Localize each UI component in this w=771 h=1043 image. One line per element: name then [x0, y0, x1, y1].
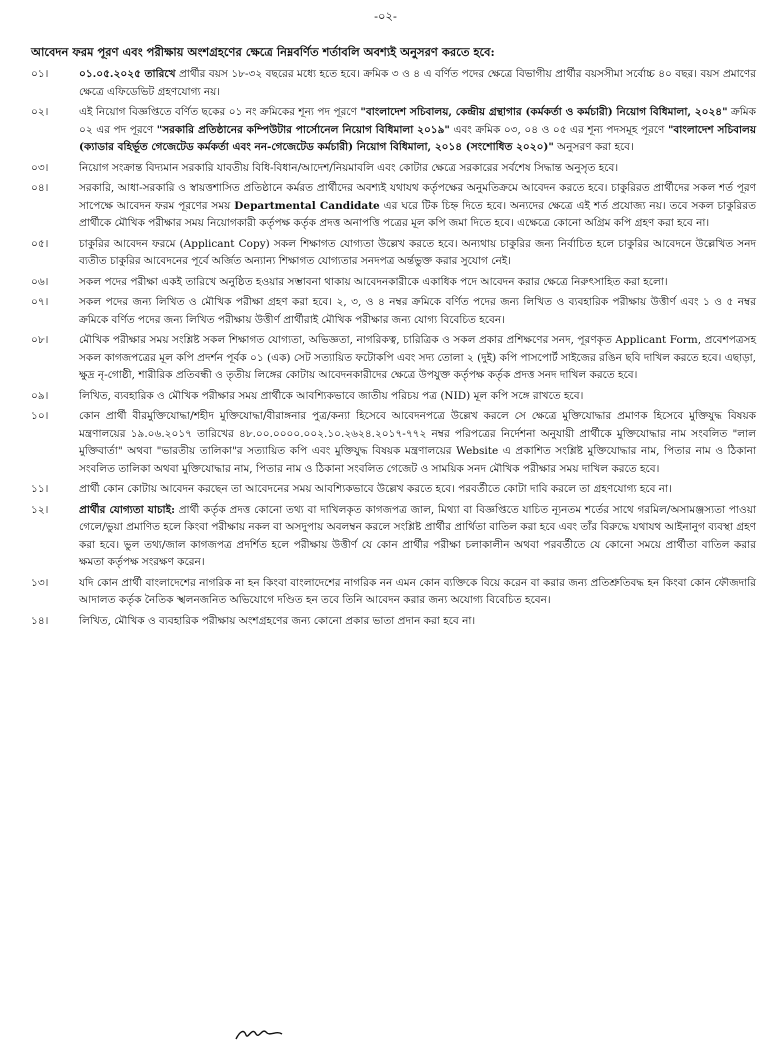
item-text: নিয়োগ সংক্রান্ত বিদ্যমান সরকারি যাবতীয় বিধি-বিধান/আদেশ/নিয়মাবলি এবং কোটার ক্ষেত্রে সরকারের সর্বশেষ সিদ্ধান্ত অনুসৃত হবে।	[79, 161, 619, 174]
item-text: চাকুরির আবেদন ফরমে (Applicant Copy) সকল শিক্ষাগত যোগ্যতা উল্লেখ করতে হবে। অন্যথায় চাকুরির জন্য নির্বাচিত হলে চাকুরির আবেদনে উল্লেখিত সনদ ব্যতীত চাকুরির আবেদনের পূর্বে অর্জিত অন্যান্য শিক্ষাগত যোগ্যতার সনদপত্র অর্ন্তভুক্ত করার সুযোগ নেই।	[79, 237, 756, 267]
item-number: ১০।	[31, 410, 49, 422]
condition-item	[31, 66, 756, 101]
item-text: সকল পদের জন্য লিখিত ও মৌখিক পরীক্ষা গ্রহণ করা হবে। ২, ৩, ও ৪ নম্বর ক্রমিকে বর্ণিত পদের জন্য লিখিত ও ব্যবহারিক পরীক্ষায় উত্তীর্ণ এবং ১ ও ৫ নম্বর ক্রমিকে বর্ণিত পদের জন্য লিখিত পরীক্ষায় উত্তীর্ণ প্রার্থীরাই মৌখিক পরীক্ষার জন্য যোগ্য বিবেচিত হবেন।	[79, 296, 756, 326]
condition-item	[31, 388, 756, 406]
rule-name: "সরকারি প্রতিষ্ঠানের কম্পিউটার পার্সোনেল নিয়োগ বিধিমালা ২০১৯"	[156, 123, 450, 136]
item-number: ০৬।	[31, 275, 49, 288]
condition-item	[31, 575, 756, 610]
item-bold-lead: ০১.০৫.২০২৫ তারিখে	[79, 68, 176, 80]
item-number: ০৩।	[31, 161, 49, 174]
condition-item	[31, 332, 756, 385]
condition-item	[31, 274, 756, 292]
item-number: ০৮।	[31, 334, 49, 346]
item-bold-lead: প্রার্থীর যোগ্যতা যাচাই:	[79, 503, 175, 516]
condition-item	[31, 481, 756, 499]
item-text: লিখিত, মৌখিক ও ব্যবহারিক পরীক্ষায় অংশগ্রহণের জন্য কোনো প্রকার ভাতা প্রদান করা হবে না।	[79, 614, 476, 627]
item-text: এই নিয়োগ বিজ্ঞপ্তিতে বর্ণিত ছকের ০১ নং ক্রমিকের শূন্য পদ পূরণে "বাংলাদেশ সচিবালয়, কেন্দ্রীয় গ্রন্থাগার (কর্মকর্তা ও কর্মচারী) নিয়োগ বিধিমালা, ২০২৪" ক্রমিক ০২ এর পদ পূরণে "সরকারি প্রতিষ্ঠানের কম্পিউটার পার্সোনেল নিয়োগ বিধিমালা ২০১৯" এবং ক্রমিক ০৩, ০৪ ও ০৫ এর শূন্য পদসমূহ পূরণে "বাংলাদেশ সচিবালয় (ক্যাডার বহির্ভূত গেজেটেড কর্মকর্তা এবং নন-গেজেটেড কর্মচারী) নিয়োগ বিধিমালা, ২০১৪ (সংশোধিত ২০২০)" অনুসরণ করা হবে।	[79, 106, 757, 153]
item-text: লিখিত, ব্যবহারিক ও মৌখিক পরীক্ষার সময় প্রার্থীকে আবশ্যিকভাবে জাতীয় পরিচয় পত্র (NID) মূল কপি সঙ্গে রাখতে হবে।	[79, 389, 584, 402]
condition-item	[31, 294, 756, 329]
item-number: ১৩।	[31, 576, 49, 589]
item-text: ০১.০৫.২০২৫ তারিখে প্রার্থীর বয়স ১৮-৩২ বছরের মধ্যে হতে হবে। ক্রমিক ৩ ও ৪ এ বর্ণিত পদের ক্ষেত্রে বিভাগীয় প্রার্থীর বয়সসীমা সর্বোচ্চ ৪০ বছর। বয়স প্রমাণের ক্ষেত্রে এফিডেভিট গ্রহণযোগ্য নয়।	[79, 68, 757, 98]
page-number: -০২-	[374, 9, 397, 23]
item-number: ১২।	[31, 503, 49, 516]
condition-item	[31, 408, 756, 478]
condition-item	[31, 104, 756, 157]
condition-item	[31, 236, 756, 271]
condition-item	[31, 502, 756, 572]
condition-item	[31, 180, 756, 233]
item-number: ০৪।	[31, 182, 49, 194]
item-number: ০২।	[31, 106, 49, 118]
signature-scribble	[232, 1022, 312, 1042]
item-text: সরকারি, আধা-সরকারি ও স্বায়ত্তশাসিত প্রতিষ্ঠানে কর্মরত প্রার্থীদের অবশ্যই যথাযথ কর্তৃপক্ষের অনুমতিক্রমে আবেদন করতে হবে। চাকুরিরত প্রার্থীদের সকল শর্ত পূরণ সাপেক্ষে আবেদন ফরম পূরণের সময় Departmental Candidate এর ঘরে টিক চিহ্ন দিতে হবে। অন্যদের ক্ষেত্রে এই শর্ত প্রযোজ্য নয়। তবে সকল চাকুরিরত প্রার্থীকে মৌখিক পরীক্ষার সময় নিয়োগকারী কর্তৃপক্ষ কর্তৃক প্রদত্ত অনাপত্তি পত্রের মূল কপি জমা দিতে হবে। এক্ষেত্রে কোনো অগ্রিম কপি গ্রহণ করা হবে না।	[79, 182, 756, 229]
item-number: ১৪।	[31, 614, 49, 627]
departmental-candidate-label: Departmental Candidate	[234, 199, 380, 212]
conditions-heading: আবেদন ফরম পূরণ এবং পরীক্ষায় অংশগ্রহণের ক্ষেত্রে নিম্নবর্ণিত শর্তাবলি অবশ্যই অনুসরণ করতে হবে:	[31, 45, 495, 59]
item-number: ০৯।	[31, 389, 49, 402]
condition-item	[31, 160, 756, 178]
item-number: ০৭।	[31, 296, 49, 308]
rule-name: "বাংলাদেশ সচিবালয় (ক্যাডার বহির্ভূত গেজেটেড কর্মকর্তা এবং নন-গেজেটেড কর্মচারী) নিয়োগ বিধিমালা, ২০১৪ (সংশোধিত ২০২০)"	[79, 123, 757, 153]
item-number: ০৫।	[31, 237, 49, 250]
rule-name: "বাংলাদেশ সচিবালয়, কেন্দ্রীয় গ্রন্থাগার (কর্মকর্তা ও কর্মচারী) নিয়োগ বিধিমালা, ২০২৪"	[360, 106, 728, 118]
item-text: যদি কোন প্রার্থী বাংলাদেশের নাগরিক না হন কিংবা বাংলাদেশের নাগরিক নন এমন কোন ব্যক্তিকে বিয়ে করেন বা করার জন্য প্রতিশ্রুতিবদ্ধ হন কিংবা কোন ফৌজদারি আদালত কর্তৃক নৈতিক স্খলনজনিত অভিযোগে দণ্ডিত হন তবে তিনি আবেদন করার জন্য অযোগ্য বিবেচিত হবেন।	[79, 576, 756, 606]
conditions-list	[31, 66, 756, 633]
item-text: মৌখিক পরীক্ষার সময় সংশ্লিষ্ট সকল শিক্ষাগত যোগ্যতা, অভিজ্ঞতা, নাগরিকত্ব, চারিত্রিক ও সকল প্রকার প্রশিক্ষণের সনদ, পূরণকৃত Applicant Form, প্রবেশপত্রসহ সকল কাগজপত্রের মূল কপি প্রদর্শন পূর্বক ০১ (এক) সেট সত্যায়িত ফটোকপি এবং সদ্য তোলা ২ (দুই) কপি পাসপোর্ট সাইজের রঙিন ছবি দাখিল করতে হবে। এছাড়া, ক্ষুদ্র নৃ-গোষ্ঠী, শারীরিক প্রতিবন্ধী ও তৃতীয় লিঙ্গের কোটায় আবেদনকারীদের ক্ষেত্রে উপযুক্ত কর্তৃপক্ষ কর্তৃক প্রদত্ত সনদ দাখিল করতে হবে।	[79, 334, 756, 381]
item-number: ১১।	[31, 483, 49, 495]
item-text: প্রার্থী কোন কোটায় আবেদন করছেন তা আবেদনের সময় আবশ্যিকভাবে উল্লেখ করতে হবে। পরবর্তীতে কোটা দাবি করলে তা গ্রহণযোগ্য হবে না।	[79, 483, 672, 495]
item-number: ০১।	[31, 68, 49, 80]
condition-item	[31, 613, 756, 631]
item-text: সকল পদের পরীক্ষা একই তারিখে অনুষ্ঠিত হওয়ার সম্ভাবনা থাকায় আবেদনকারীকে একাধিক পদে আবেদন করার ক্ষেত্রে নিরুৎসাহিত করা হলো।	[79, 275, 668, 288]
item-text: কোন প্রার্থী বীরমুক্তিযোদ্ধা/শহীদ মুক্তিযোদ্ধা/বীরাঙ্গনার পুত্র/কন্যা হিসেবে আবেদনপত্রে উল্লেখ করলে সে ক্ষেত্রে মুক্তিযোদ্ধার প্রমাণক হিসেবে মুক্তিযুদ্ধ বিষয়ক মন্ত্রণালয়ের ১৯.০৬.২০১৭ তারিখের ৪৮.০০.০০০০.০০২.১০.২৬২৪.২০১৭-৭৭২ নম্বর পরিপত্রের নির্দেশনা অনুযায়ী প্রার্থীকে মুক্তিযোদ্ধার নাম সংবলিত "লাল মুক্তিবার্তা" অথবা "ভারতীয় তালিকা"র সত্যায়িত কপি এবং মুক্তিযুদ্ধ বিষয়ক মন্ত্রণালয়ের Website এ প্রকাশিত সংশ্লিষ্ট মুক্তিযোদ্ধার নাম, পিতার নাম ও ঠিকানা সংবলিত তালিকা অথবা মুক্তিযোদ্ধার নাম, পিতার নাম ও ঠিকানা সংবলিত গেজেট ও সাময়িক সনদ মৌখিক পরীক্ষার সময় দাখিল করতে হবে।	[79, 410, 756, 475]
item-text: প্রার্থীর যোগ্যতা যাচাই: প্রার্থী কর্তৃক প্রদত্ত কোনো তথ্য বা দাখিলকৃত কাগজপত্র জাল, মিথ্যা বা বিজ্ঞপ্তিতে যাচিত ন্যূনতম শর্তের সাথে গরমিল/অসামঞ্জস্যতা পাওয়া গেলে/ভুয়া প্রমাণিত হলে কিংবা পরীক্ষায় নকল বা অসদুপায় অবলম্বন করলে সংশ্লিষ্ট প্রার্থীর প্রার্থিতা বাতিল করা হবে এবং তাঁর বিরুদ্ধে যথাযথ আইনানুগ ব্যবস্থা গ্রহণ করা হবে। ভুল তথ্য/জাল কাগজপত্র প্রদর্শিত হলে পরীক্ষায় উত্তীর্ণ যে কোন প্রার্থীর পরীক্ষা চলাকালীন অথবা পরবর্তীতে যে কোনো সময়ে প্রার্থীতা বাতিল করার ক্ষমতা কর্তৃপক্ষ সংরক্ষণ করেন।	[79, 503, 756, 568]
